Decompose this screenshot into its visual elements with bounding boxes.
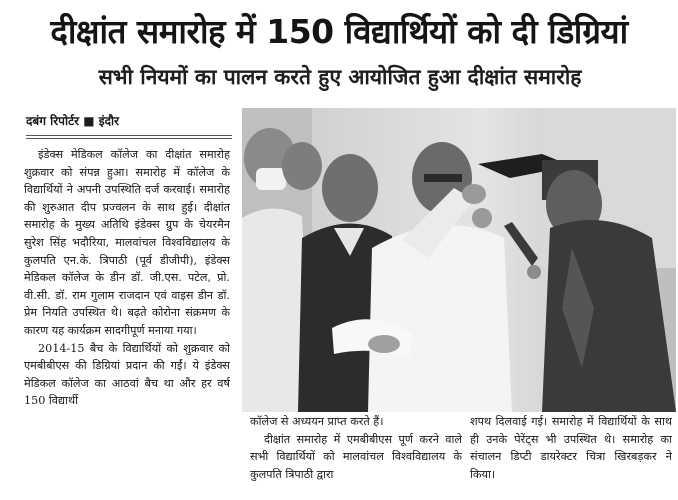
article-column-3	[470, 413, 672, 500]
paragraph-2: 2014-15 बैच के विद्यार्थियों को शुक्रवार को एमबीबीएस की डिग्रियां प्रदान की गईं। ये इंडेक्स मेडिकल कॉलेज का आठवां बैच था और हर वर्ष 150 विद्यार्थी	[24, 341, 230, 408]
article-column-1	[24, 146, 230, 500]
paragraph-4: दीक्षांत समारोह में एमबीबीएस पूर्ण करने वाले सभी विद्यार्थियों को मालवांचल विश्वविद्यालय के कुलपति त्रिपाठी द्वारा	[250, 432, 462, 481]
convocation-photo	[242, 108, 676, 412]
paragraph-5: शपथ दिलवाई गई। समारोह में विद्यार्थियों के साथ ही उनके पेरेंट्स भी उपस्थित थे। समारोह का संचालन डिप्टी डायरेक्टर चित्रा खिरबड़कर ने किया।	[470, 415, 672, 481]
paragraph-3: कॉलेज से अध्ययन प्राप्त करते हैं।	[250, 415, 384, 428]
headline: दीक्षांत समारोह में 150 विद्यार्थियों को दी डिग्रियां	[50, 12, 628, 51]
byline-rule	[26, 135, 232, 136]
paragraph-1: इंडेक्स मेडिकल कॉलेज का दीक्षांत समारोह शुक्रवार को संपन्न हुआ। समारोह में कॉलेज के विद्यार्थियों ने अपनी उपस्थिति दर्ज करवाई। समारोह की शुरुआत दीप प्रज्वलन के साथ हुई। दीक्षांत समारोह के मुख्य अतिथि इंडेक्स ग्रुप के चेयरमैन सुरेश सिंह भदौरिया, मालवांचल विश्वविद्यालय के कुलपति एन.के. त्रिपाठी (पूर्व डीजीपी), इंडेक्स मेडिकल कॉलेज के डीन डॉ. जी.एस. पटेल, प्रो. वी.सी. डॉ. राम गुलाम राजदान एवं वाइस डीन डॉ. प्रेम नियति उपस्थित थे। बढ़ते कोरोना संक्रमण के कारण यह कार्यक्रम सादगीपूर्ण मनाया गया।	[24, 148, 230, 337]
subheadline: सभी नियमों का पालन करते हुए आयोजित हुआ दीक्षांत समारोह	[98, 65, 582, 89]
convocation-photo-illustration	[242, 108, 676, 412]
byline: दबंग रिपोर्टर ■ इंदौर	[26, 114, 120, 128]
article-column-2	[250, 413, 462, 500]
byline-rule-secondary	[26, 138, 232, 139]
